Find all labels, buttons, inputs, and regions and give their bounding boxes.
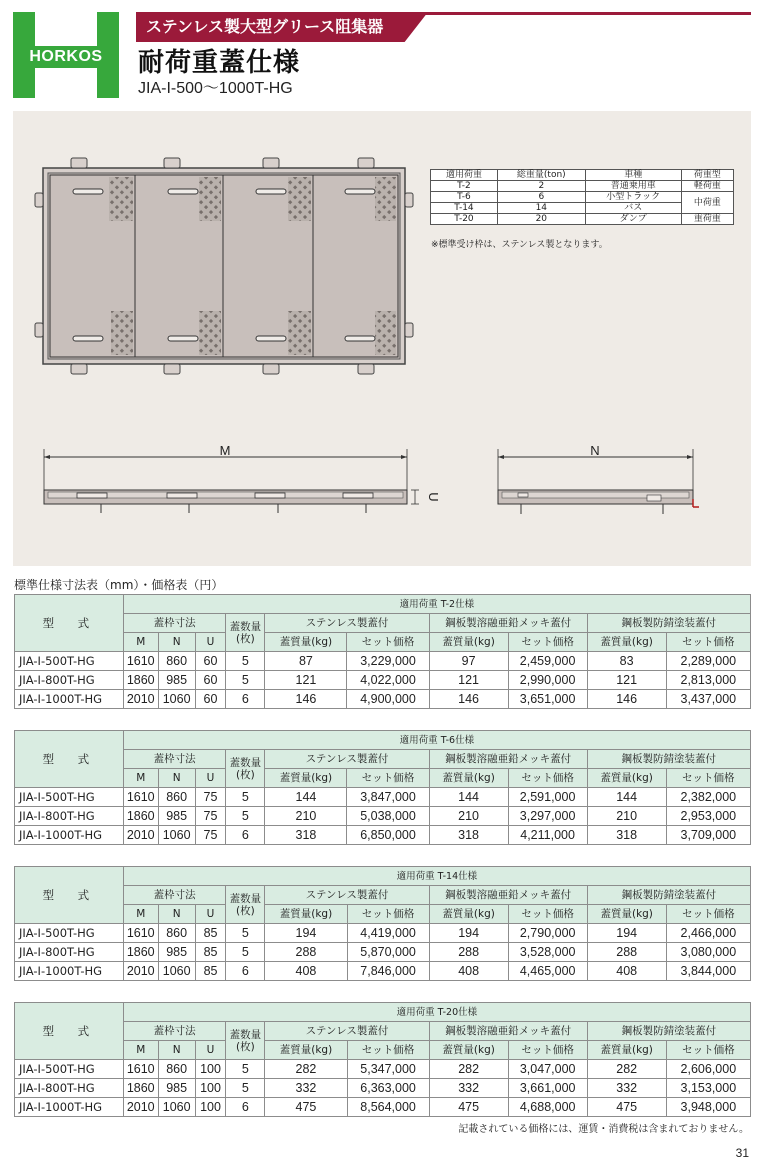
stainless-weight-cell: 475 [265,1098,347,1117]
table-row [15,924,751,943]
u-cell: 100 [195,1060,226,1079]
u-cell: 60 [195,690,226,709]
stainless-price-cell: 5,347,000 [347,1060,429,1079]
stainless-weight-cell: 194 [265,924,347,943]
stainless-price-cell: 7,846,000 [347,962,429,981]
load-header-type: 荷重型 [681,170,733,181]
m-cell: 1610 [123,788,158,807]
lid-weight-header: 蓋質量(kg) [429,905,508,924]
rustproof-weight-cell: 121 [587,671,666,690]
lid-count-cell: 5 [226,652,265,671]
galvanized-header: 鋼板製溶融亜鉛メッキ蓋付 [429,750,587,769]
rustproof-price-cell: 3,437,000 [666,690,750,709]
stainless-weight-cell: 144 [265,788,347,807]
stainless-price-cell: 5,038,000 [347,807,429,826]
n-cell: 985 [158,807,195,826]
m-header: M [123,769,158,788]
set-price-header: セット価格 [508,1041,587,1060]
load-row: T-2 2 普通乗用車 軽荷重 [431,181,734,192]
rustproof-weight-cell: 282 [587,1060,666,1079]
m-header: M [123,633,158,652]
stainless-weight-cell: 210 [265,807,347,826]
table-row [15,807,751,826]
table-row [15,1098,751,1117]
galvanized-weight-cell: 210 [429,807,508,826]
galvanized-price-cell: 4,465,000 [508,962,587,981]
galvanized-weight-cell: 408 [429,962,508,981]
n-cell: 1060 [158,690,195,709]
u-header: U [195,1041,226,1060]
galvanized-header: 鋼板製溶融亜鉛メッキ蓋付 [429,886,587,905]
galvanized-price-cell: 4,211,000 [508,826,587,845]
galvanized-price-cell: 3,297,000 [508,807,587,826]
stainless-price-cell: 3,229,000 [347,652,429,671]
rustproof-price-cell: 3,844,000 [666,962,750,981]
rustproof-weight-cell: 210 [587,807,666,826]
lid-weight-header: 蓋質量(kg) [587,1041,666,1060]
stainless-price-cell: 4,022,000 [347,671,429,690]
rustproof-price-cell: 3,153,000 [666,1079,750,1098]
m-cell: 1610 [123,924,158,943]
stainless-weight-cell: 318 [265,826,347,845]
side-elevation [44,449,419,513]
frame-note: ※標準受け枠は、ステンレス製となります。 [431,240,608,250]
table-row [15,671,751,690]
stainless-price-cell: 6,363,000 [347,1079,429,1098]
n-header: N [158,1041,195,1060]
set-price-header: セット価格 [508,769,587,788]
spec-table [14,730,751,845]
stainless-price-cell: 4,900,000 [347,690,429,709]
n-cell: 860 [158,924,195,943]
lid-count-cell: 6 [226,826,265,845]
rustproof-weight-cell: 332 [587,1079,666,1098]
load-row: T-20 20 ダンプ 重荷重 [431,214,734,225]
load-spec-title: 適用荷重 T-14仕様 [123,867,750,886]
lid-weight-header: 蓋質量(kg) [265,905,347,924]
stainless-header: ステンレス製蓋付 [265,614,429,633]
n-cell: 985 [158,671,195,690]
n-cell: 985 [158,1079,195,1098]
model-cell: JIA-I-1000T-HG [15,690,124,709]
set-price-header: セット価格 [347,769,429,788]
galvanized-price-cell: 2,459,000 [508,652,587,671]
load-class-table [430,169,734,225]
series-title: ステンレス製大型グリース阻集器 [146,17,384,36]
m-cell: 2010 [123,1098,158,1117]
set-price-header: セット価格 [347,1041,429,1060]
m-cell: 1860 [123,1079,158,1098]
galvanized-weight-cell: 288 [429,943,508,962]
model-cell: JIA-I-800T-HG [15,943,124,962]
logo-text: HORKOS [29,48,103,65]
price-footnote: 記載されている価格には、運賃・消費税は含まれておりません。 [458,1124,749,1135]
rustproof-weight-cell: 288 [587,943,666,962]
galvanized-weight-cell: 318 [429,826,508,845]
u-cell: 100 [195,1079,226,1098]
m-cell: 2010 [123,826,158,845]
lid-count-cell: 5 [226,671,265,690]
n-header: N [158,633,195,652]
galvanized-price-cell: 3,661,000 [508,1079,587,1098]
set-price-header: セット価格 [508,905,587,924]
page-number: 31 [735,1146,749,1160]
dim-m-label: M [219,443,231,458]
model-cell: JIA-I-1000T-HG [15,1098,124,1117]
m-cell: 2010 [123,962,158,981]
lid-count-cell: 6 [226,962,265,981]
rustproof-header: 鋼板製防錆塗装蓋付 [587,1022,750,1041]
rustproof-price-cell: 3,080,000 [666,943,750,962]
table-row [15,943,751,962]
lid-weight-header: 蓋質量(kg) [265,1041,347,1060]
stainless-header: ステンレス製蓋付 [265,886,429,905]
galvanized-weight-cell: 144 [429,788,508,807]
page-title: 耐荷重蓋仕様 [138,48,301,78]
table-row [15,690,751,709]
load-spec-title: 適用荷重 T-2仕様 [123,595,750,614]
model-header: 型 式 [15,595,124,652]
set-price-header: セット価格 [666,633,750,652]
model-range: JIA-I-500～1000T-HG [138,80,293,97]
n-cell: 860 [158,788,195,807]
galvanized-price-cell: 2,790,000 [508,924,587,943]
horkos-logo [13,12,119,98]
u-header: U [195,769,226,788]
n-header: N [158,905,195,924]
stainless-header: ステンレス製蓋付 [265,1022,429,1041]
stainless-weight-cell: 288 [265,943,347,962]
load-row: T-6 6 小型トラック 中荷重 [431,192,734,203]
galvanized-price-cell: 3,047,000 [508,1060,587,1079]
m-cell: 1860 [123,671,158,690]
galvanized-weight-cell: 332 [429,1079,508,1098]
galvanized-weight-cell: 194 [429,924,508,943]
frame-dims-header: 蓋枠寸法 [123,886,226,905]
rustproof-price-cell: 3,948,000 [666,1098,750,1117]
set-price-header: セット価格 [347,905,429,924]
n-cell: 860 [158,652,195,671]
lid-count-header: 蓋数量 (枚) [226,886,265,924]
lid-count-cell: 5 [226,788,265,807]
lid-count-cell: 5 [226,1079,265,1098]
model-cell: JIA-I-500T-HG [15,788,124,807]
model-cell: JIA-I-500T-HG [15,924,124,943]
lid-count-cell: 6 [226,690,265,709]
lid-weight-header: 蓋質量(kg) [265,769,347,788]
n-header: N [158,769,195,788]
model-cell: JIA-I-1000T-HG [15,962,124,981]
galvanized-price-cell: 4,688,000 [508,1098,587,1117]
drawing-panel [13,111,751,566]
load-header-load: 適用荷重 [431,170,498,181]
m-cell: 1610 [123,652,158,671]
lid-count-header: 蓋数量 (枚) [226,1022,265,1060]
rustproof-price-cell: 2,953,000 [666,807,750,826]
rustproof-weight-cell: 146 [587,690,666,709]
n-cell: 985 [158,943,195,962]
n-cell: 860 [158,1060,195,1079]
rustproof-header: 鋼板製防錆塗装蓋付 [587,750,750,769]
model-cell: JIA-I-800T-HG [15,1079,124,1098]
cover-plates [50,175,398,357]
load-spec-title: 適用荷重 T-6仕様 [123,731,750,750]
galvanized-header: 鋼板製溶融亜鉛メッキ蓋付 [429,614,587,633]
m-header: M [123,905,158,924]
n-cell: 1060 [158,1098,195,1117]
spec-table [14,1002,751,1117]
galvanized-weight-cell: 475 [429,1098,508,1117]
lid-weight-header: 蓋質量(kg) [429,769,508,788]
set-price-header: セット価格 [508,633,587,652]
stainless-weight-cell: 121 [265,671,347,690]
u-cell: 60 [195,652,226,671]
u-header: U [195,905,226,924]
stainless-header: ステンレス製蓋付 [265,750,429,769]
model-cell: JIA-I-800T-HG [15,671,124,690]
section-caption: 標準仕様寸法表（mm）・価格表（円） [14,578,224,592]
galvanized-price-cell: 3,651,000 [508,690,587,709]
stainless-weight-cell: 87 [265,652,347,671]
galvanized-price-cell: 2,591,000 [508,788,587,807]
u-header: U [195,633,226,652]
set-price-header: セット価格 [666,769,750,788]
lid-weight-header: 蓋質量(kg) [429,1041,508,1060]
rustproof-price-cell: 3,709,000 [666,826,750,845]
model-cell: JIA-I-500T-HG [15,652,124,671]
load-header-vehicle: 車種 [585,170,681,181]
galvanized-header: 鋼板製溶融亜鉛メッキ蓋付 [429,1022,587,1041]
dim-u-label: U [426,492,441,502]
frame-dims-header: 蓋枠寸法 [123,750,226,769]
rustproof-price-cell: 2,382,000 [666,788,750,807]
rustproof-header: 鋼板製防錆塗装蓋付 [587,886,750,905]
lid-count-header: 蓋数量 (枚) [226,614,265,652]
u-cell: 75 [195,807,226,826]
lid-weight-header: 蓋質量(kg) [265,633,347,652]
model-cell: JIA-I-800T-HG [15,807,124,826]
lid-count-cell: 5 [226,807,265,826]
rustproof-price-cell: 2,606,000 [666,1060,750,1079]
rustproof-price-cell: 2,289,000 [666,652,750,671]
model-header: 型 式 [15,731,124,788]
stainless-weight-cell: 146 [265,690,347,709]
table-row [15,826,751,845]
stainless-price-cell: 3,847,000 [347,788,429,807]
m-cell: 1860 [123,807,158,826]
rustproof-weight-cell: 83 [587,652,666,671]
spec-table [14,866,751,981]
n-cell: 1060 [158,962,195,981]
galvanized-weight-cell: 282 [429,1060,508,1079]
u-cell: 100 [195,1098,226,1117]
frame-dims-header: 蓋枠寸法 [123,1022,226,1041]
rustproof-header: 鋼板製防錆塗装蓋付 [587,614,750,633]
set-price-header: セット価格 [666,905,750,924]
model-cell: JIA-I-1000T-HG [15,826,124,845]
table-row [15,1079,751,1098]
m-cell: 1610 [123,1060,158,1079]
m-cell: 1860 [123,943,158,962]
model-header: 型 式 [15,867,124,924]
rustproof-weight-cell: 194 [587,924,666,943]
load-header-weight: 総重量(ton) [497,170,585,181]
lid-weight-header: 蓋質量(kg) [587,769,666,788]
lid-count-cell: 5 [226,1060,265,1079]
load-row: T-14 14 バス [431,203,734,214]
galvanized-weight-cell: 121 [429,671,508,690]
set-price-header: セット価格 [347,633,429,652]
u-cell: 60 [195,671,226,690]
u-cell: 75 [195,788,226,807]
table-row [15,962,751,981]
galvanized-weight-cell: 97 [429,652,508,671]
lid-count-cell: 5 [226,924,265,943]
model-cell: JIA-I-500T-HG [15,1060,124,1079]
lid-count-cell: 5 [226,943,265,962]
lid-count-header: 蓋数量 (枚) [226,750,265,788]
rustproof-price-cell: 2,813,000 [666,671,750,690]
stainless-weight-cell: 282 [265,1060,347,1079]
u-cell: 85 [195,943,226,962]
rustproof-weight-cell: 144 [587,788,666,807]
u-cell: 85 [195,924,226,943]
rustproof-price-cell: 2,466,000 [666,924,750,943]
stainless-weight-cell: 408 [265,962,347,981]
stainless-price-cell: 4,419,000 [347,924,429,943]
series-band [136,12,751,42]
lid-weight-header: 蓋質量(kg) [587,633,666,652]
galvanized-price-cell: 2,990,000 [508,671,587,690]
load-spec-title: 適用荷重 T-20仕様 [123,1003,750,1022]
u-cell: 75 [195,826,226,845]
rustproof-weight-cell: 475 [587,1098,666,1117]
u-cell: 85 [195,962,226,981]
lid-count-cell: 6 [226,1098,265,1117]
spec-table [14,594,751,709]
table-row [15,1060,751,1079]
rustproof-weight-cell: 318 [587,826,666,845]
m-cell: 2010 [123,690,158,709]
end-elevation [498,449,699,514]
lid-weight-header: 蓋質量(kg) [587,905,666,924]
lid-weight-header: 蓋質量(kg) [429,633,508,652]
table-row [15,788,751,807]
stainless-price-cell: 6,850,000 [347,826,429,845]
frame-dims-header: 蓋枠寸法 [123,614,226,633]
stainless-weight-cell: 332 [265,1079,347,1098]
stainless-price-cell: 5,870,000 [347,943,429,962]
galvanized-weight-cell: 146 [429,690,508,709]
n-cell: 1060 [158,826,195,845]
m-header: M [123,1041,158,1060]
set-price-header: セット価格 [666,1041,750,1060]
table-row [15,652,751,671]
dim-n-label: N [590,443,600,458]
rustproof-weight-cell: 408 [587,962,666,981]
model-header: 型 式 [15,1003,124,1060]
stainless-price-cell: 8,564,000 [347,1098,429,1117]
galvanized-price-cell: 3,528,000 [508,943,587,962]
